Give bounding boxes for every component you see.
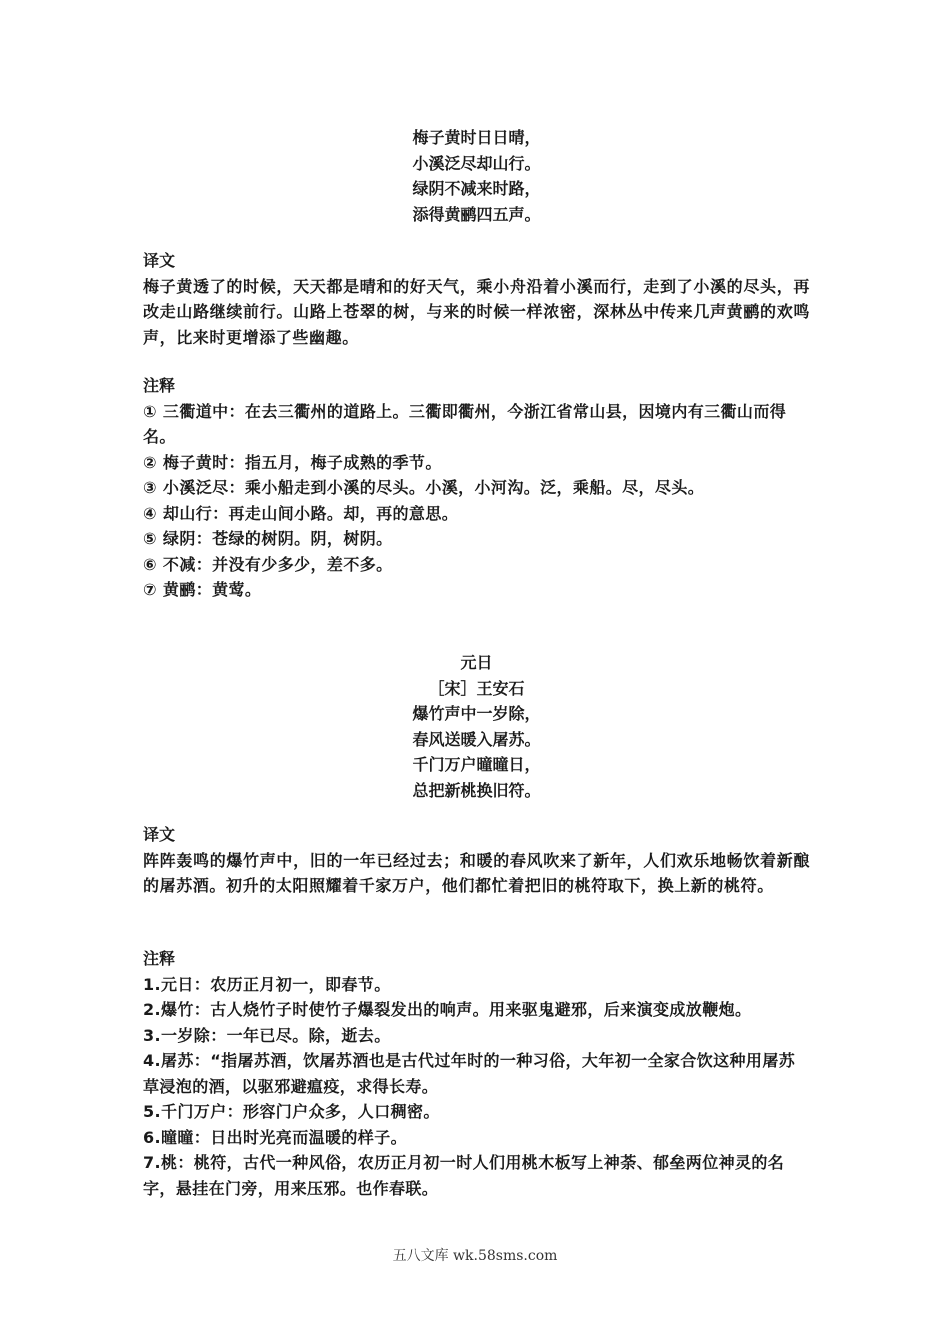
note-item: 1.元日：农历正月初一，即春节。 [143,974,391,994]
translation-text: 梅子黄透了的时候，天天都是晴和的好天气，乘小舟沿着小溪而行，走到了小溪的尽头，再改走山路继续前行。山路上苍翠的树，与来的时候一样浓密，深林丛中传来几声黄鹂的欢鸣声，比来时更增添了些幽趣。 [143,276,810,347]
poem-line: 添得黄鹂四五声。 [412,204,541,224]
poem-line: 总把新桃换旧符。 [412,780,541,800]
note-item: ① 三衢道中：在去三衢州的道路上。三衢即衢州，今浙江省常山县，因境内有三衢山而得名。 [143,401,787,446]
note-item: 7.桃：桃符，古代一种风俗，农历正月初一时人们用桃木板写上神荼、郁垒两位神灵的名字，悬挂在门旁，用来压邪。也作春联。 [143,1153,785,1198]
translation-text: 阵阵轰鸣的爆竹声中，旧的一年已经过去；和暖的春风吹来了新年，人们欢乐地畅饮着新酿的屠苏酒。初升的太阳照耀着千家万户，他们都忙着把旧的桃符取下，换上新的桃符。 [143,850,810,895]
note-item: 3.一岁除：一年已尽。除，逝去。 [143,1025,391,1045]
notes-section-1 [143,373,810,603]
poem-line: 小溪泛尽却山行。 [412,153,541,173]
poem-line: 爆竹声中一岁除， [412,704,541,723]
note-item: ② 梅子黄时：指五月，梅子成熟的季节。 [143,452,442,472]
note-item: ⑤ 绿阴：苍绿的树阴。阴，树阴。 [143,529,393,548]
note-item: 5.千门万户：形容门户众多，人口稠密。 [143,1102,440,1121]
notes-heading: 注释 [143,376,176,395]
poem-author: ［宋］王安石 [428,678,525,698]
poem-line: 春风送暖入屠苏。 [412,729,541,749]
note-item: ③ 小溪泛尽：乘小船走到小溪的尽头。小溪，小河沟。泛，乘船。尽，尽头。 [143,478,705,497]
note-item: 4.屠苏：“指屠苏酒，饮屠苏酒也是古代过年时的一种习俗，大年初一全家合饮这种用屠苏草浸泡的酒，以驱邪避瘟疫，求得长寿。 [143,1051,796,1096]
footer-watermark: 五八文库 wk.58sms.com [392,1248,558,1264]
translation-section-2 [143,822,810,899]
poem-line: 千门万户曈曈日， [412,755,541,774]
poem-line: 梅子黄时日日晴， [412,128,541,147]
notes-section-2 [143,946,810,1201]
note-item: 6.曈曈：日出时光亮而温暖的样子。 [143,1127,408,1147]
poem-line: 绿阴不减来时路， [412,179,541,198]
translation-heading: 译文 [143,251,176,270]
poem-title: 元日 [460,653,493,672]
note-item: 2.爆竹：古人烧竹子时使竹子爆裂发出的响声。用来驱鬼避邪，后来演变成放鞭炮。 [143,1000,752,1019]
note-item: ④ 却山行：再走山间小路。却，再的意思。 [143,503,459,523]
notes-heading: 注释 [143,949,176,968]
poem-2 [143,650,810,803]
translation-section-1 [143,248,810,350]
poem-1 [143,125,810,227]
note-item: ⑥ 不减：并没有少多少，差不多。 [143,554,393,574]
translation-heading: 译文 [143,825,176,844]
note-item: ⑦ 黄鹂：黄莺。 [143,580,262,599]
